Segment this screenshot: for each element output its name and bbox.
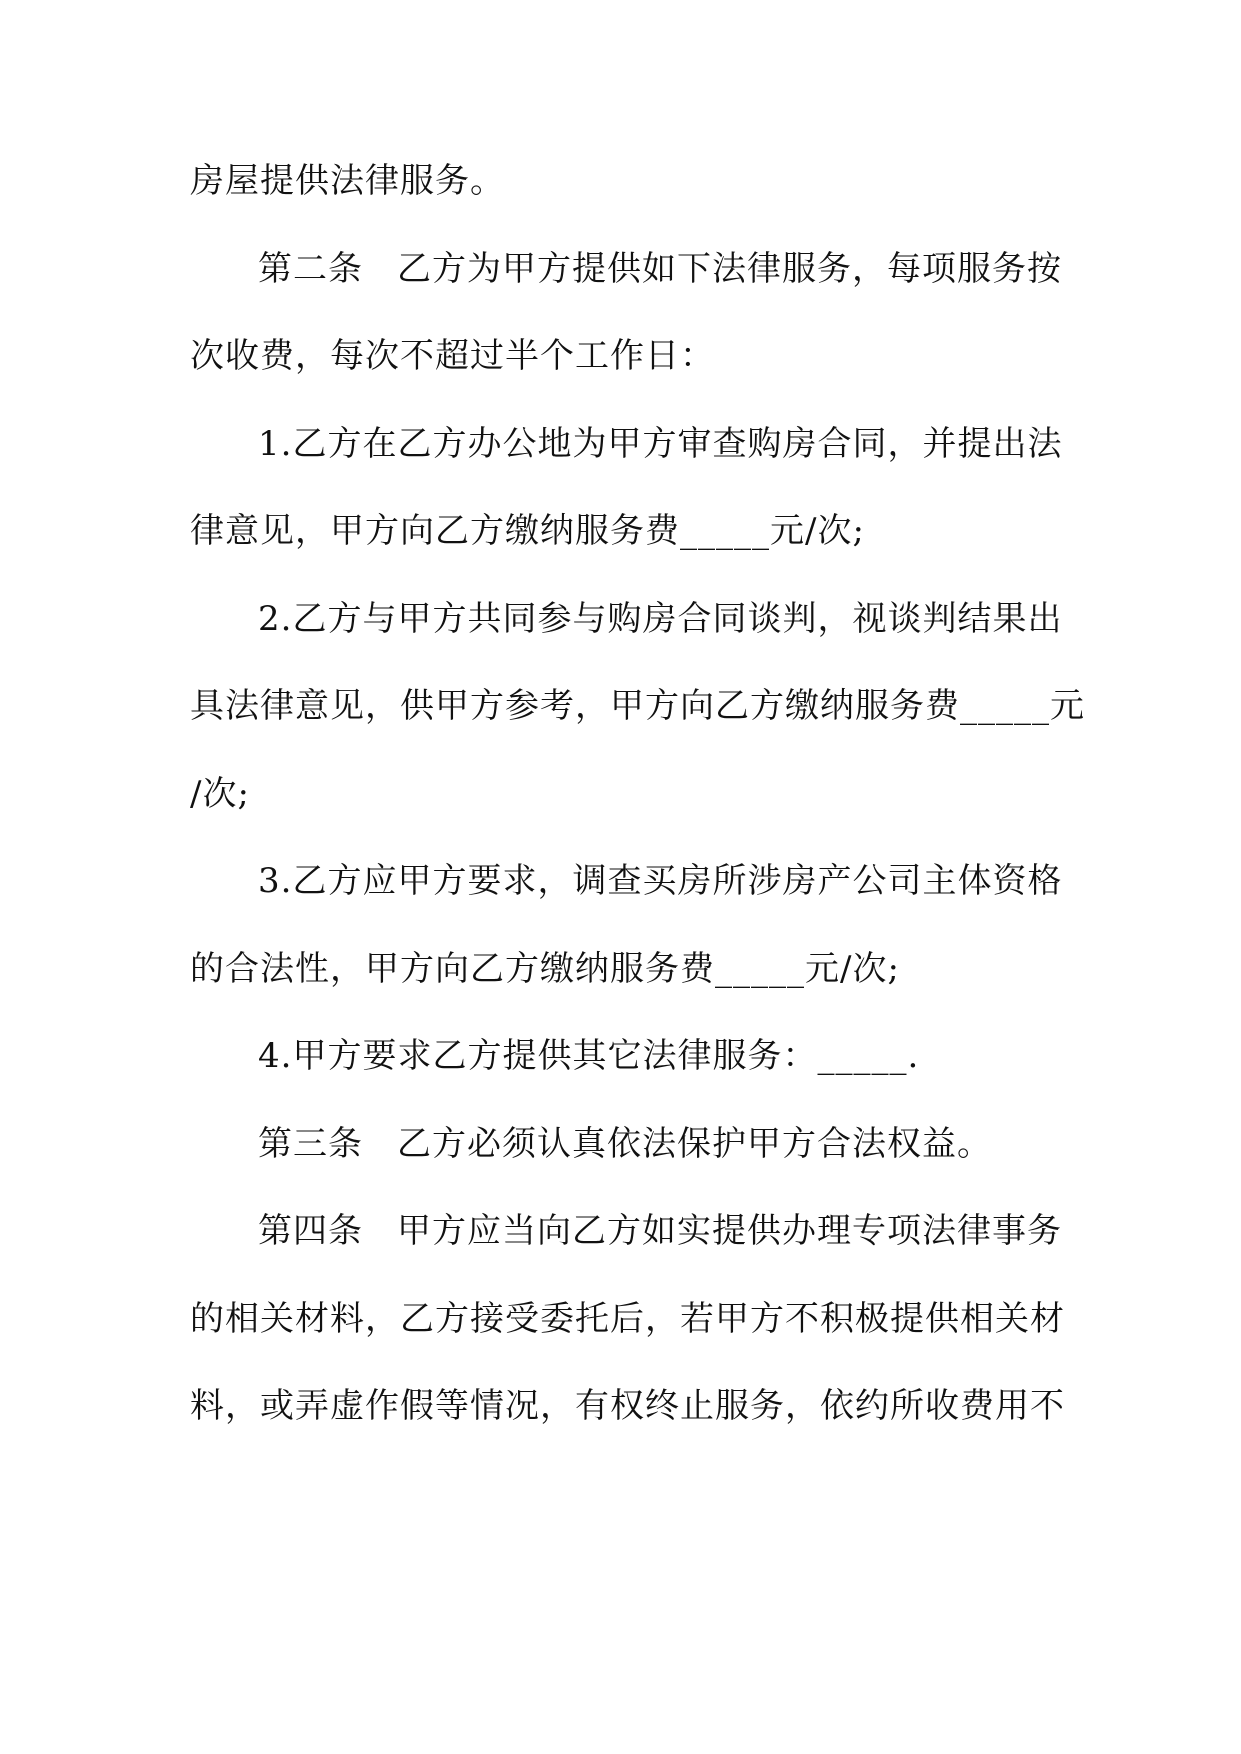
item-1-line-2: [190, 511, 1050, 551]
line-text: 料，或弄虚作假等情况，有权终止服务，依约所收费用不: [190, 1386, 1065, 1426]
article-4-line-3: [190, 1386, 1065, 1426]
line-text: 3.乙方应甲方要求，调查买房所涉房产公司主体资格: [258, 861, 1063, 901]
line-text: 的相关材料，乙方接受委托后，若甲方不积极提供相关材: [190, 1299, 1065, 1339]
line-text: 次收费，每次不超过半个工作日：: [190, 336, 715, 376]
line-text: 1.乙方在乙方办公地为甲方审查购房合同，并提出法: [258, 424, 1063, 464]
article-3-heading: 第三条: [258, 1124, 363, 1164]
line-text: 律意见，甲方向乙方缴纳服务费_____元/次;: [190, 511, 865, 551]
line-text: 房屋提供法律服务。: [190, 161, 505, 201]
article-2-line-1: [258, 249, 1118, 289]
item-3-line-2: [190, 949, 1050, 989]
article-3-line-1: [258, 1124, 1118, 1164]
line-text: 乙方为甲方提供如下法律服务，每项服务按: [397, 249, 1062, 289]
item-2-line-2: [190, 686, 1085, 726]
article-4-heading: 第四条: [258, 1211, 363, 1251]
article-4-line-2: [190, 1299, 1065, 1339]
line-text: 2.乙方与甲方共同参与购房合同谈判，视谈判结果出: [258, 599, 1063, 639]
line-text: 的合法性，甲方向乙方缴纳服务费_____元/次;: [190, 949, 900, 989]
item-4-line-1: [258, 1036, 1118, 1076]
line-text: /次;: [190, 774, 250, 814]
item-2-line-1: [258, 599, 1118, 639]
line-text: 甲方应当向乙方如实提供办理专项法律事务: [397, 1211, 1062, 1251]
item-1-line-1: [258, 424, 1118, 464]
article-2-heading: 第二条: [258, 249, 363, 289]
item-3-line-1: [258, 861, 1118, 901]
item-2-line-3: [190, 774, 1050, 814]
article-4-line-1: [258, 1211, 1118, 1251]
text-line-1: [190, 161, 1050, 201]
line-text: 具法律意见，供甲方参考，甲方向乙方缴纳服务费_____元: [190, 686, 1085, 726]
line-text: 4.甲方要求乙方提供其它法律服务：_____.: [258, 1036, 920, 1076]
line-text: 乙方必须认真依法保护甲方合法权益。: [397, 1124, 992, 1164]
article-2-line-2: [190, 336, 1050, 376]
